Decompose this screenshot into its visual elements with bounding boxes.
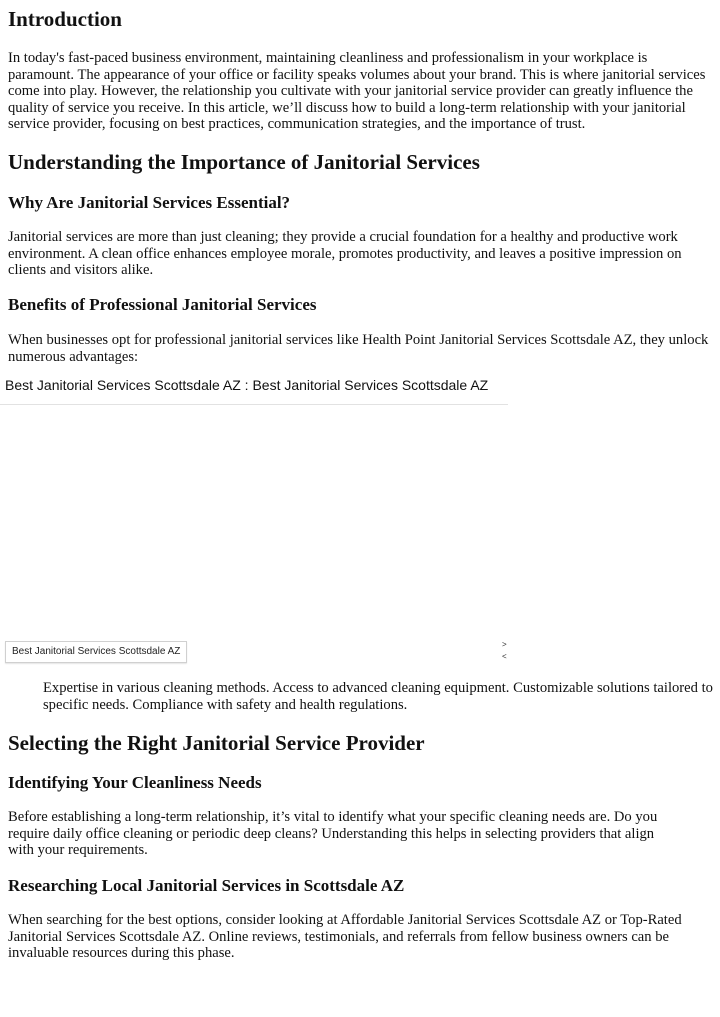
intro-paragraph: In today's fast-paced business environment, maintaining cleanliness and professionalism in your workplace is paramount. The appearance of your office or facility speaks volumes about your brand. This is where janitorial services come into play. However, the relationship you cultivate with your janitorial service provider can greatly influence the quality of service you receive. In this article, we’ll discuss how to build a long-term relationship with your janitorial service provider, focusing on best practices, communication strategies, and the importance of trust. xyxy=(8,50,706,132)
importance-heading: Understanding the Importance of Janitorial Services xyxy=(8,150,480,174)
needs-paragraph: Before establishing a long-term relationship, it’s vital to identify what your specific cleaning needs are. Do you require daily office cleaning or periodic deep cleans? Understanding this helps in selecting providers that align with your requirements. xyxy=(8,809,658,858)
research-heading: Researching Local Janitorial Services in Scottsdale AZ xyxy=(8,876,405,895)
embedded-widget xyxy=(5,377,515,667)
prev-arrow-icon[interactable]: < xyxy=(502,652,507,661)
selecting-heading: Selecting the Right Janitorial Service Provider xyxy=(8,731,425,755)
benefits-heading: Benefits of Professional Janitorial Services xyxy=(8,295,317,314)
why-heading: Why Are Janitorial Services Essential? xyxy=(8,193,291,212)
benefits-paragraph: When businesses opt for professional janitorial services like Health Point Janitorial Services Scottsdale AZ, they unlock numerous advantages: xyxy=(8,332,709,365)
embed-caption-tab[interactable]: Best Janitorial Services Scottsdale AZ xyxy=(5,641,187,663)
intro-heading: Introduction xyxy=(8,7,122,31)
why-paragraph: Janitorial services are more than just cleaning; they provide a crucial foundation for a healthy and productive work environment. A clean office enhances employee morale, promotes productivity, and leaves a positive impression on clients and visitors alike. xyxy=(8,229,682,278)
benefits-list: Expertise in various cleaning methods. Access to advanced cleaning equipment. Customizable solutions tailored to specific needs. Compliance with safety and health regulations. xyxy=(43,680,713,713)
embed-title[interactable]: Best Janitorial Services Scottsdale AZ : Best Janitorial Services Scottsdale AZ xyxy=(5,377,489,393)
next-arrow-icon[interactable]: > xyxy=(502,640,507,649)
research-paragraph: When searching for the best options, consider looking at Affordable Janitorial Services Scottsdale AZ or Top-Rated Janitorial Services Scottsdale AZ. Online reviews, testimonials, and referrals from fellow business owners can be invaluable resources during this phase. xyxy=(8,912,682,961)
embed-divider xyxy=(0,404,508,405)
needs-heading: Identifying Your Cleanliness Needs xyxy=(8,773,262,792)
